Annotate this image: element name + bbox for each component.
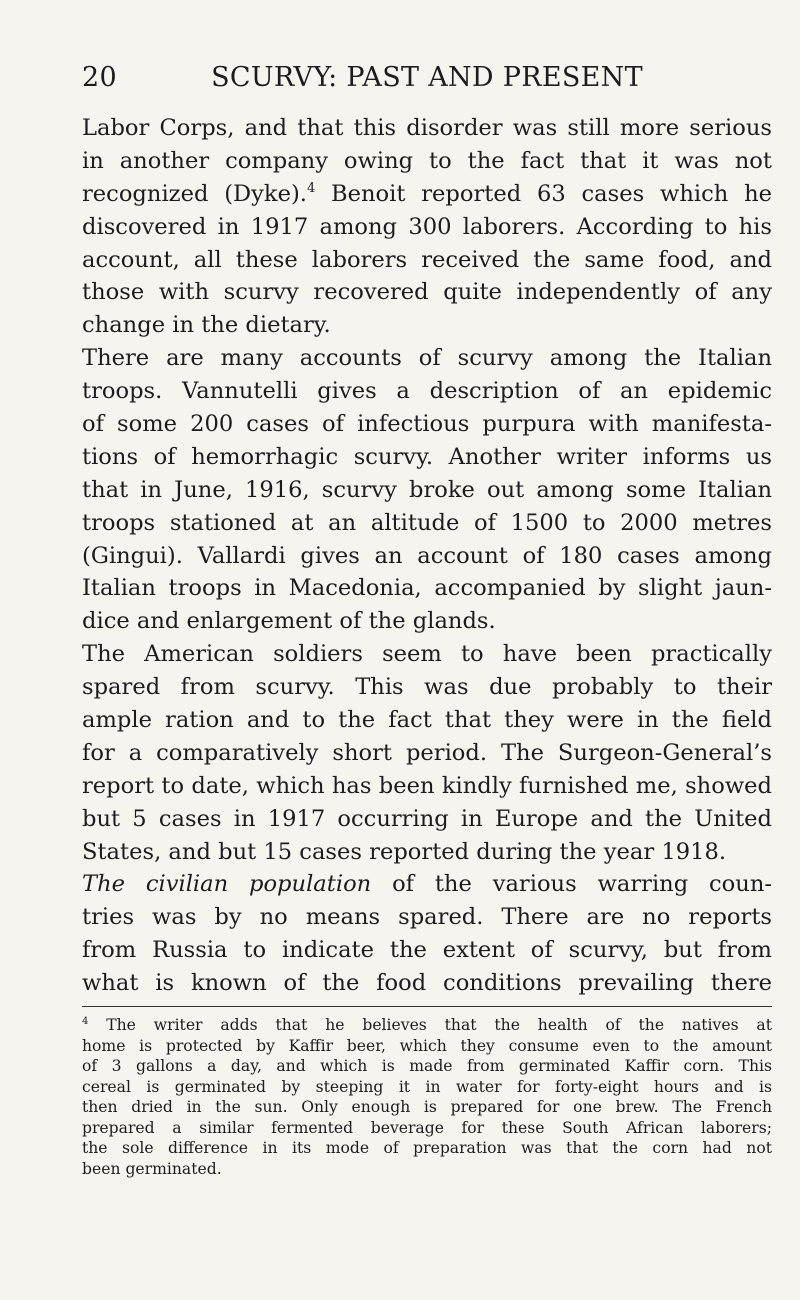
book-page	[82, 62, 772, 1179]
footnote-line	[82, 1015, 772, 1036]
paragraph-4	[82, 868, 772, 1000]
paragraph-2	[82, 342, 772, 638]
footnote	[82, 1015, 772, 1179]
footnote-line: prepared a similar fermented beverage for these South African laborers;	[82, 1118, 772, 1137]
text-line: report to date, which has been kindly furnished me, showed	[82, 772, 772, 799]
footnote-line: of 3 gallons a day, and which is made from germinated Kaffir corn. This	[82, 1057, 772, 1076]
text-fragment: The writer adds that he believes that the health of the natives at	[88, 1016, 772, 1035]
footnote-divider	[82, 1006, 772, 1007]
footnote-line: cereal is germinated by steeping it in water for forty-eight hours and is	[82, 1077, 772, 1096]
text-line: troops. Vannutelli gives a description of an epidemic	[82, 378, 772, 405]
page-number: 20	[82, 62, 117, 93]
footnote-line: been germinated.	[82, 1159, 222, 1178]
text-line: what is known of the food conditions prevailing there	[82, 970, 772, 997]
text-line: that in June, 1916, scurvy broke out among some Italian	[82, 476, 772, 503]
footnote-line: the sole difference in its mode of preparation was that the corn had not	[82, 1139, 772, 1158]
text-fragment: recognized (Dyke).	[82, 180, 307, 207]
text-line: tries was by no means spared. There are no reports	[82, 904, 772, 931]
text-line: There are many accounts of scurvy among the Italian	[82, 345, 772, 372]
footnote-line: home is protected by Kaffir beer, which they consume even to the amount	[82, 1036, 772, 1055]
text-line: Labor Corps, and that this disorder was still more serious	[82, 115, 772, 141]
text-line: (Gingui). Vallardi gives an account of 180 cases among	[82, 542, 772, 569]
text-line: dice and enlargement of the glands.	[82, 608, 496, 635]
text-line: tions of hemorrhagic scurvy. Another writer informs us	[82, 443, 772, 470]
text-line: Italian troops in Macedonia, accompanied by slight jaun-	[82, 575, 772, 602]
footnote-line: then dried in the sun. Only enough is prepared for one brew. The French	[82, 1098, 772, 1117]
text-line: spared from scurvy. This was due probably to their	[82, 674, 772, 701]
paragraph-3	[82, 638, 772, 868]
text-line: discovered in 1917 among 300 laborers. According to his	[82, 213, 772, 240]
text-fragment: of the various warring coun-	[371, 871, 773, 898]
italic-phrase: The civilian population	[82, 871, 372, 898]
footnote-marker: 4	[82, 1016, 89, 1028]
paragraph-1	[82, 112, 772, 342]
text-line: account, all these laborers received the same food, and	[82, 246, 772, 273]
text-line: but 5 cases in 1917 occurring in Europe and the United	[82, 805, 772, 832]
text-line: The American soldiers seem to have been practically	[82, 641, 772, 668]
footnote-ref: 4	[306, 180, 316, 196]
text-line	[82, 178, 772, 211]
text-line: those with scurvy recovered quite independently of any	[82, 279, 772, 306]
text-line: for a comparatively short period. The Surgeon-General’s	[82, 739, 772, 766]
text-fragment: Benoit reported 63 cases which he	[315, 180, 773, 207]
text-line: from Russia to indicate the extent of scurvy, but from	[82, 937, 772, 964]
text-line: troops stationed at an altitude of 1500 to 2000 metres	[82, 509, 772, 536]
text-line: ample ration and to the fact that they were in the field	[82, 707, 772, 734]
text-line	[82, 868, 772, 901]
page-header	[82, 62, 772, 102]
text-line: change in the dietary.	[82, 312, 331, 339]
body-text	[82, 112, 772, 1000]
text-line: States, and but 15 cases reported during the year 1918.	[82, 838, 726, 865]
running-title: SCURVY: PAST AND PRESENT	[211, 62, 643, 93]
text-line: in another company owing to the fact that it was not	[82, 147, 772, 174]
text-line: of some 200 cases of infectious purpura with manifesta-	[82, 411, 772, 438]
